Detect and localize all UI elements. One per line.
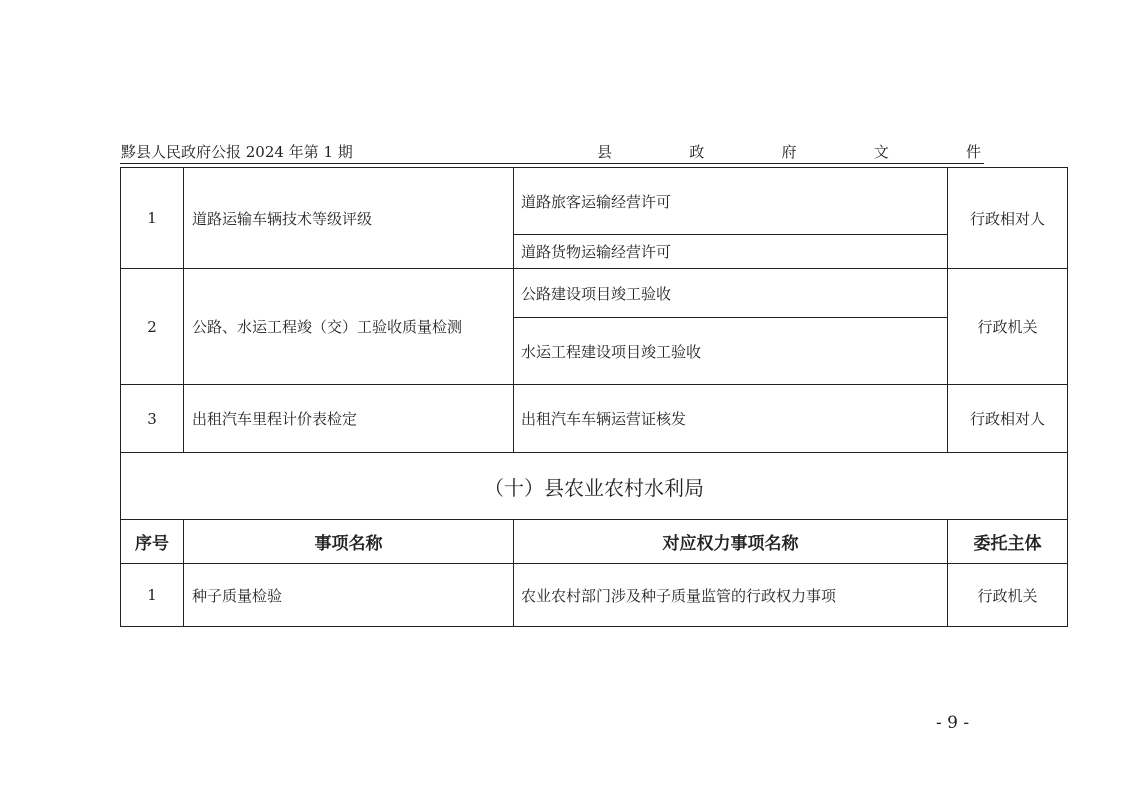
column-header-power: 对应权力事项名称: [514, 520, 948, 564]
header-rule: [120, 163, 984, 164]
delegating-entity: 行政机关: [948, 269, 1068, 385]
section-heading-char: 件: [965, 143, 981, 161]
column-header-index: 序号: [121, 520, 184, 564]
section-heading-char: 府: [781, 143, 797, 161]
delegation-table: [120, 167, 1068, 627]
power-item: 出租汽车车辆运营证核发: [514, 385, 948, 453]
item-name: 道路运输车辆技术等级评级: [184, 168, 514, 269]
page-number: - 9 -: [936, 713, 970, 733]
item-name: 出租汽车里程计价表检定: [184, 385, 514, 453]
delegating-entity: 行政机关: [948, 564, 1068, 627]
power-item: 水运工程建设项目竣工验收: [514, 318, 948, 385]
item-name: 种子质量检验: [184, 564, 514, 627]
table-row: [121, 269, 1068, 318]
delegating-entity: 行政相对人: [948, 168, 1068, 269]
power-item: 道路旅客运输经营许可: [514, 168, 948, 235]
row-index: 3: [121, 385, 184, 453]
table-row: [121, 564, 1068, 627]
section-heading-char: 文: [873, 143, 889, 161]
publication-title: 黟县人民政府公报 2024 年第 1 期: [121, 143, 353, 161]
delegating-entity: 行政相对人: [948, 385, 1068, 453]
table-row: [121, 385, 1068, 453]
power-item: 道路货物运输经营许可: [514, 235, 948, 269]
row-index: 2: [121, 269, 184, 385]
column-header-name: 事项名称: [184, 520, 514, 564]
section-heading-char: 县: [597, 143, 613, 161]
power-item: 农业农村部门涉及种子质量监管的行政权力事项: [514, 564, 948, 627]
column-header-entity: 委托主体: [948, 520, 1068, 564]
section-title: （十）县农业农村水利局: [121, 453, 1068, 520]
section-title-row: [121, 453, 1068, 520]
row-index: 1: [121, 168, 184, 269]
power-item: 公路建设项目竣工验收: [514, 269, 948, 318]
section-heading: [597, 141, 981, 162]
section-heading-char: 政: [689, 143, 705, 161]
column-header-row: [121, 520, 1068, 564]
row-index: 1: [121, 564, 184, 627]
item-name: 公路、水运工程竣（交）工验收质量检测: [184, 269, 514, 385]
table-row: [121, 168, 1068, 235]
